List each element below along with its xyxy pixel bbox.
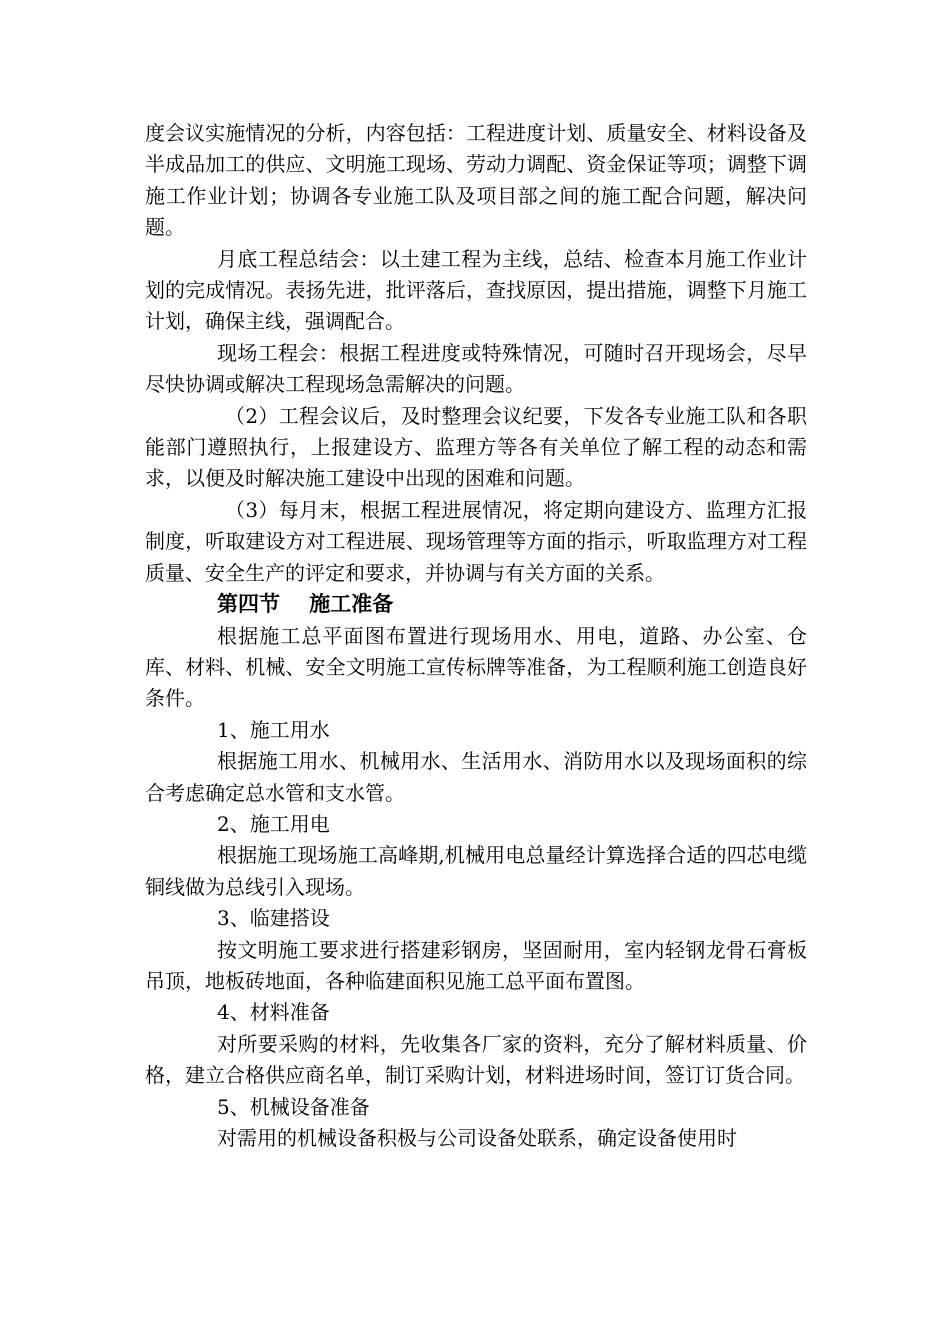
paragraph-monthly-summary: 月底工程总结会：以土建工程为主线，总结、检查本月施工作业计划的完成情况。表扬先进，批评落后，查找原因，提出措施，调整下月施工计划，确保主线，强调配合。 <box>145 246 807 334</box>
subheading-equipment: 5、机械设备准备 <box>217 1094 370 1119</box>
paragraph-equipment: 对需用的机械设备积极与公司设备处联系，确定设备使用时 <box>217 1126 737 1150</box>
section-heading: 第四节 施工准备 <box>217 592 394 617</box>
paragraph-electricity: 根据施工现场施工高峰期,机械用电总量经计算选择合适的四芯电缆铜线做为总线引入现场。 <box>145 843 807 899</box>
paragraph-materials: 对所要采购的材料，先收集各厂家的资料，充分了解材料质量、价格，建立合格供应商名单，制订采购计划，材料进场时间，签订订货合同。 <box>145 1031 807 1088</box>
subheading-temporary-buildings: 3、临建搭设 <box>217 906 330 931</box>
paragraph-meeting-analysis: 度会议实施情况的分析，内容包括：工程进度计划、质量安全、材料设备及半成品加工的供应、文明施工现场、劳动力调配、资金保证等项；调整下调施工作业计划；协调各专业施工队及项目部之间的施工配合问题，解决问题。 <box>145 121 807 240</box>
paragraph-site-meeting: 现场工程会：根据工程进度或特殊情况，可随时召开现场会，尽早尽快协调或解决工程现场急需解决的问题。 <box>145 340 807 397</box>
paragraph-temporary-buildings: 按文明施工要求进行搭建彩钢房，坚固耐用，室内轻钢龙骨石膏板吊顶，地板砖地面，各种临建面积见施工总平面布置图。 <box>145 937 807 993</box>
paragraph-preparation-intro: 根据施工总平面图布置进行现场用水、用电，道路、办公室、仓库、材料、机械、安全文明施工宣传标牌等准备，为工程顺利施工创造良好条件。 <box>145 623 807 711</box>
subheading-electricity: 2、施工用电 <box>217 811 330 836</box>
document-page <box>145 118 807 1154</box>
subheading-water: 1、施工用水 <box>217 717 330 742</box>
paragraph-item-3: （3）每月末，根据工程进展情况，将定期向建设方、监理方汇报制度，听取建设方对工程进展、现场管理等方面的指示，听取监理方对工程质量、安全生产的评定和要求，并协调与有关方面的关系。 <box>145 497 807 585</box>
subheading-materials: 4、材料准备 <box>217 1000 330 1025</box>
paragraph-item-2: （2）工程会议后，及时整理会议纪要，下发各专业施工队和各职能部门遵照执行，上报建设方、监理方等各有关单位了解工程的动态和需求，以便及时解决施工建设中出现的困难和问题。 <box>145 403 807 491</box>
paragraph-water: 根据施工用水、机械用水、生活用水、消防用水以及现场面积的综合考虑确定总水管和支水管。 <box>145 749 807 805</box>
